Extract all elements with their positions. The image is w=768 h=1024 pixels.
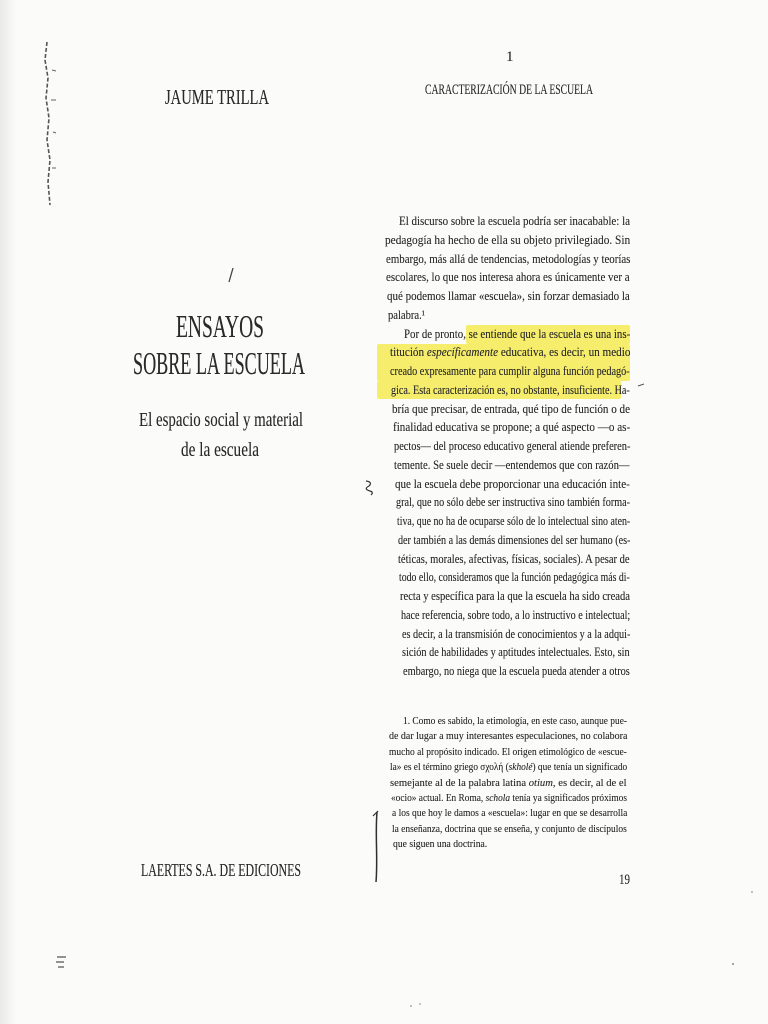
footnote-line (391, 792, 627, 805)
italic-text-run: skholé (508, 762, 533, 774)
author-name: JAUME TRILLA (165, 85, 269, 109)
body-line: temente. Se suele decir —entendemos que con razón— (394, 457, 630, 472)
scan-edge-shadow (0, 0, 16, 1024)
binding-edge-mark (45, 42, 50, 205)
body-line: téticas, morales, afectivas, físicas, sociales). A pesar de (398, 551, 630, 566)
text-run: «ocio» actual. En Roma, (391, 793, 486, 804)
chapter-number: 1 (506, 49, 514, 65)
margin-vertical-stroke (376, 812, 377, 882)
book-subtitle-line-1: El espacio social y material (139, 409, 303, 431)
body-line: pedagogía ha hecho de ella su objeto privilegiado. Sin (384, 232, 630, 247)
footnote-line: la enseñanza, doctrina que se enseña, y conjunto de discípulos (392, 823, 627, 835)
body-line: hace referencia, sobre todo, a lo instructivo e intelectual; (400, 607, 631, 622)
book-subtitle-line-2: de la escuela (181, 439, 259, 461)
book-title-line-1: ENSAYOS (176, 308, 264, 344)
italic-text-run: schola (485, 793, 511, 804)
body-line: qué podemos llamar «escuela», sin forzar demasiado la (387, 289, 630, 303)
footnote-line (390, 761, 627, 774)
italic-text-run: otium (529, 777, 554, 789)
footnote-line: que siguen una doctrina. (392, 839, 488, 851)
text-run: semejante al de la palabra latina (390, 777, 530, 789)
body-line: finalidad educativa se propone; a qué aspecto —o as- (392, 420, 630, 435)
book-title-line-2: SOBRE LA ESCUELA (133, 345, 305, 381)
scan-speck (751, 891, 753, 893)
body-line: todo ello, consideramos que la función pedagógica más di- (399, 570, 630, 585)
body-line: palabra.¹ (388, 307, 425, 322)
text-run: la» es el término griego σχολή ( (389, 762, 509, 774)
scan-speck (419, 1003, 420, 1004)
body-line: tiva, que no ha de ocuparse sólo de lo intelectual sino aten- (396, 514, 631, 528)
body-line: creado expresamente para cumplir alguna función pedagó- (390, 364, 631, 378)
text-run: , es decir, al de el (553, 777, 627, 789)
body-line: sición de habilidades y aptitudes intelectuales. Esto, sin (402, 645, 630, 660)
publisher-name: LAERTES S.A. DE EDICIONES (141, 860, 301, 880)
footnote-line: de dar lugar a muy interesantes especulaciones, no colabora (388, 731, 627, 743)
corner-scan-marks (56, 957, 66, 967)
italic-text-run: específicamente (426, 345, 498, 360)
footnote-line: 1. Como es sabido, la etimología, en este caso, aunque pue- (403, 716, 627, 727)
body-line: recta y específica para la que la escuela ha sido creada (400, 589, 630, 603)
body-line: pectos— del proceso educativo general atiende preferen- (393, 439, 631, 453)
body-line: gral, que no sólo debe ser instructiva sino también forma- (396, 495, 630, 510)
scan-speck (732, 963, 734, 965)
body-line: Por de pronto, se entiende que la escuela es una ins- (403, 326, 630, 341)
body-line: embargo, no niega que la escuela pueda atender a otros (403, 664, 631, 678)
binding-edge-ticks (51, 70, 56, 168)
footnote-line: mucho al propósito indicado. El origen etimológico de «escue- (389, 746, 627, 758)
margin-dash (638, 384, 644, 386)
pencil-tick-mark (229, 268, 233, 282)
footnote-line: a los que hoy le damos a «escuela»: lugar en que se desarrolla (391, 808, 627, 820)
text-run: tenía ya significados próximos (510, 793, 627, 804)
footnote-line (390, 777, 627, 790)
body-line: que la escuela debe proporcionar una educación inte- (395, 476, 630, 491)
body-line: der también a las demás dimensiones del ser humano (es- (397, 532, 630, 547)
scan-speck (410, 1005, 412, 1007)
body-line: gica. Esta caracterización es, no obstante, insuficiente. Ha- (391, 382, 630, 397)
page-number: 19 (619, 872, 630, 888)
margin-scribble (366, 481, 372, 495)
chapter-title: CARACTERIZACIÓN DE LA ESCUELA (425, 82, 593, 98)
body-line: bría que precisar, de entrada, qué tipo de función o de (392, 401, 631, 416)
body-line (390, 345, 630, 360)
body-line: El discurso sobre la escuela podría ser inacabable: la (399, 214, 630, 228)
text-run: educativa, es decir, un medio (497, 345, 630, 360)
text-run: ) que tenía un significado (532, 762, 627, 774)
body-line: escolares, lo que nos interesa ahora es únicamente ver a (386, 270, 630, 285)
margin-stroke-hook (373, 811, 378, 816)
body-line: es decir, a la transmisión de conocimientos y a la adqui- (401, 626, 630, 641)
text-run: titución (389, 345, 427, 360)
body-line: embargo, más allá de tendencias, metodologías y teorías (385, 251, 630, 266)
